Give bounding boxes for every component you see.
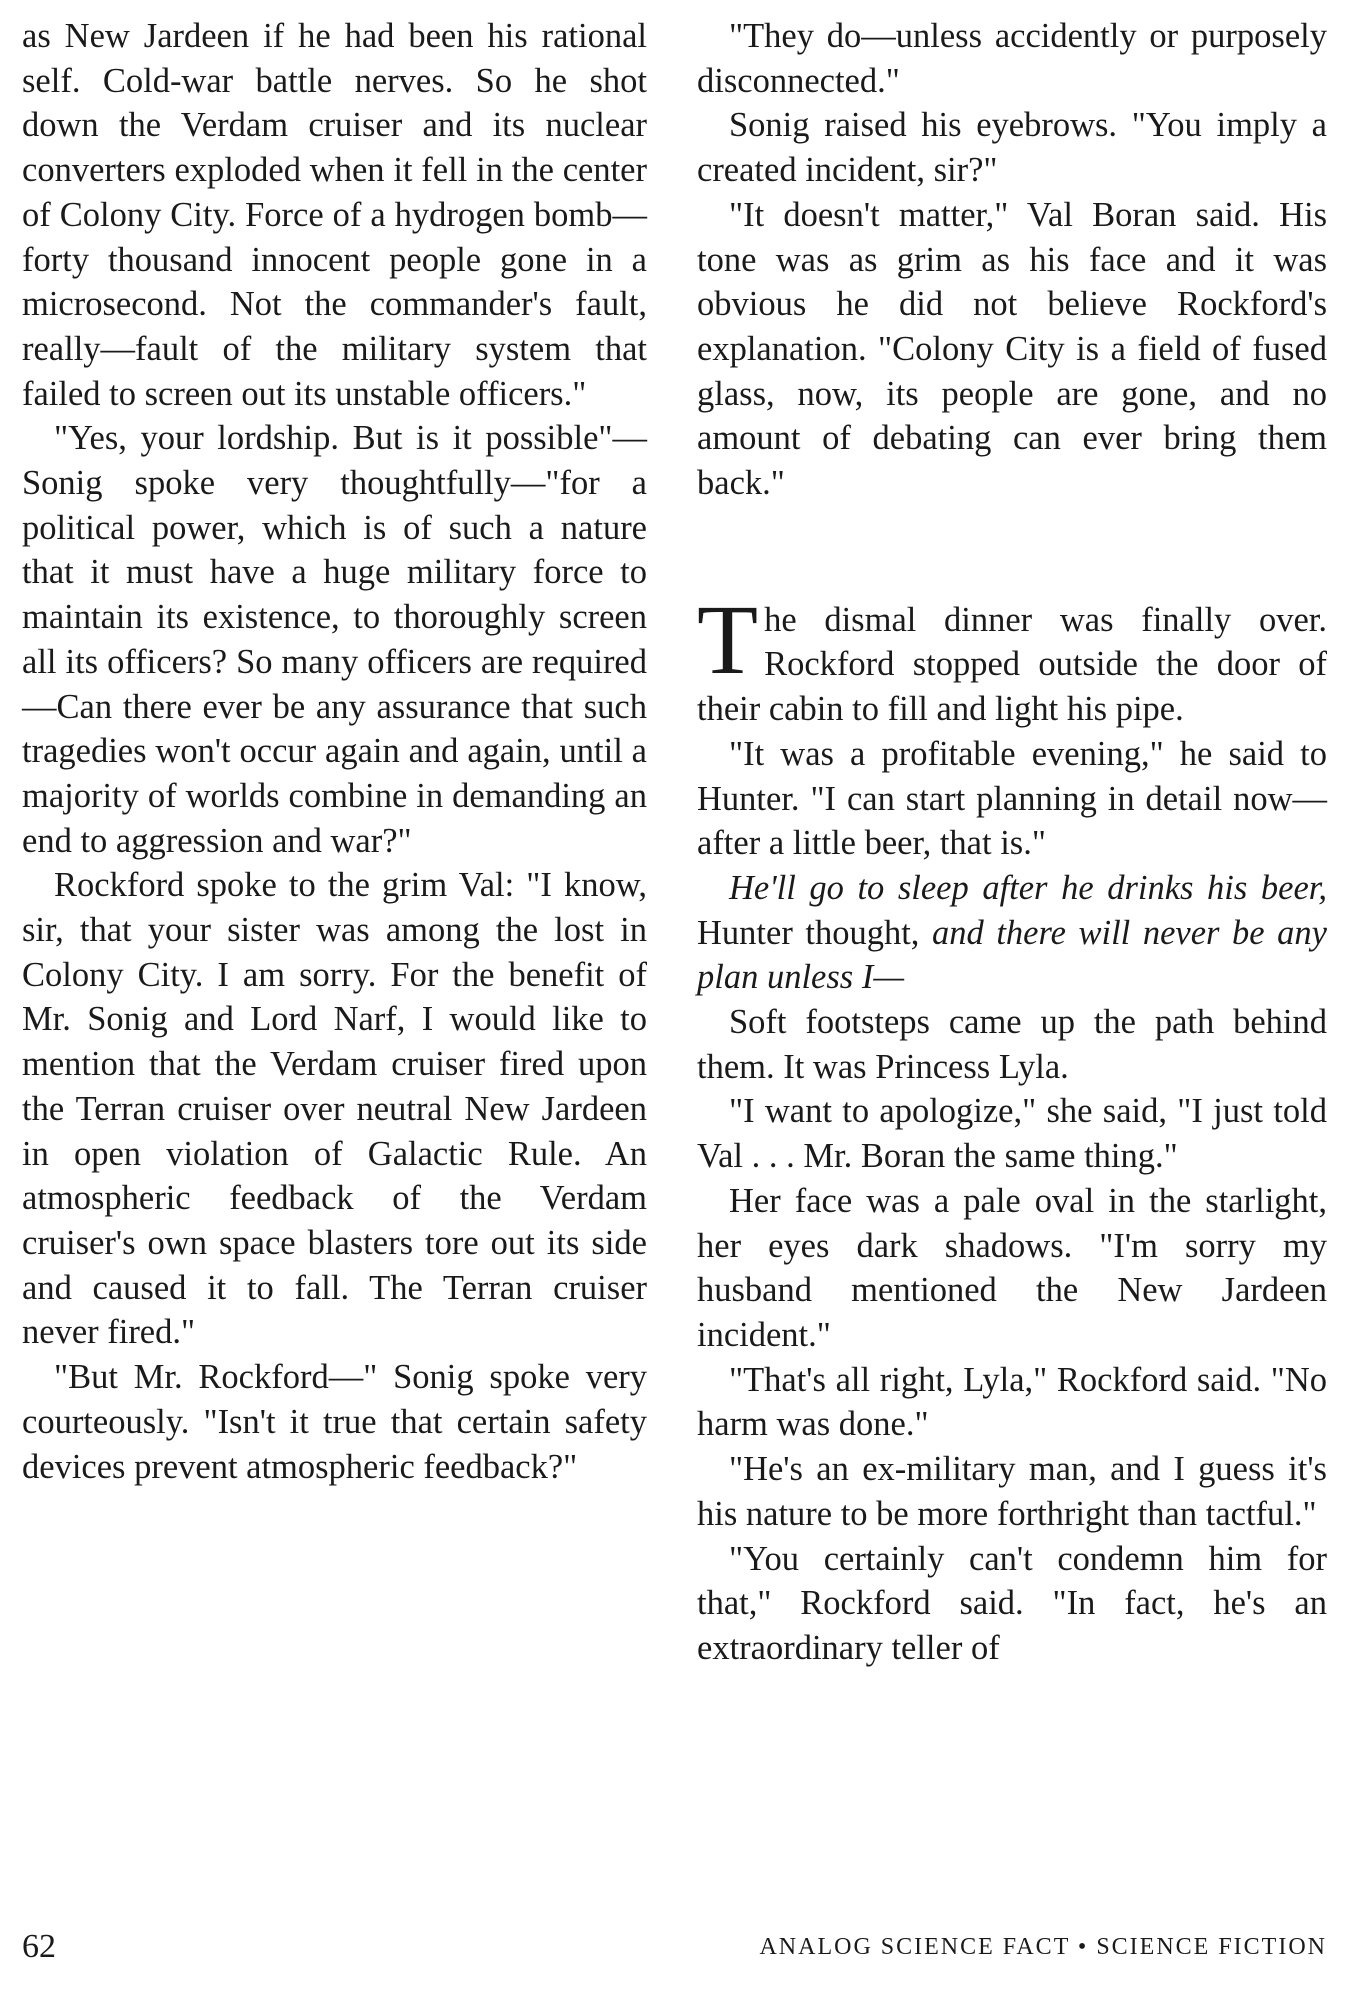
italic-thought: He'll go to sleep after he drinks his beer, [729, 868, 1327, 907]
paragraph: "He's an ex-military man, and I guess it's his nature to be more forthright than tactful." [697, 1450, 1327, 1533]
paragraph: as New Jardeen if he had been his rational self. Cold-war battle nerves. So he shot down the Verdam cruiser and its nuclear converters exploded when it fell in the center of Colony City. Force of a hydrogen bomb—forty thousand innocent people gone in a microsecond. Not the commander's fault, really—fault of the military system that failed to screen out its unstable officers." [22, 17, 647, 413]
paragraph: "It doesn't matter," Val Boran said. His tone was as grim as his face and it was obvious he did not believe Rockford's explanation. "Colony City is a field of fused glass, now, its people are gone, and no amount of debating can ever bring them back." [697, 195, 1327, 503]
right-column [697, 14, 1327, 1671]
left-column [22, 14, 647, 1489]
page-footer [22, 1928, 1327, 1972]
thought-paragraph [697, 866, 1327, 1000]
paragraph: "But Mr. Rockford—" Sonig spoke very courteously. "Isn't it true that certain safety devices prevent atmospheric feedback?" [22, 1358, 647, 1486]
paragraph: "I want to apologize," she said, "I just told Val . . . Mr. Boran the same thing." [697, 1092, 1327, 1176]
paragraph: "They do—unless accidently or purposely disconnected." [697, 17, 1327, 100]
paragraph: "Yes, your lordship. But is it possible"—Sonig spoke very thoughtfully—"for a political power, which is of such a nature that it must have a huge military force to maintain its existence, to thoroughly screen all its officers? So many officers are required—Can there ever be any assurance that such tragedies won't occur again and again, until a majority of worlds combine in demanding an end to aggression and war?" [22, 419, 647, 860]
thought-attribution: Hunter thought, [697, 913, 932, 952]
paragraph: Her face was a pale oval in the starlight, her eyes dark shadows. "I'm sorry my husband mentioned the New Jardeen incident." [697, 1181, 1327, 1354]
italic-thought: and there will never be any plan unless I— [697, 913, 1327, 997]
paragraph: "It was a profitable evening," he said to Hunter. "I can start planning in detail now—after a little beer, that is." [697, 734, 1327, 863]
paragraph: "That's all right, Lyla," Rockford said. "No harm was done." [697, 1360, 1327, 1444]
paragraph: Soft footsteps came up the path behind them. It was Princess Lyla. [697, 1003, 1327, 1086]
magazine-title: ANALOG SCIENCE FACT • SCIENCE FICTION [759, 1934, 1327, 1960]
section-start-paragraph: The dismal dinner was finally over. Rockford stopped outside the door of their cabin to fill and light his pipe. [697, 583, 1327, 729]
paragraph: Rockford spoke to the grim Val: "I know, sir, that your sister was among the lost in Colony City. I am sorry. For the benefit of Mr. Sonig and Lord Narf, I would like to mention that the Verdam cruiser fired upon the Terran cruiser over neutral New Jardeen in open violation of Galactic Rule. An atmospheric feedback of the Verdam cruiser's own space blasters tore out its side and caused it to fall. The Terran cruiser never fired." [22, 866, 647, 1352]
paragraph: Sonig raised his eyebrows. "You imply a created incident, sir?" [697, 106, 1327, 190]
page-number: 62 [22, 1928, 56, 1965]
paragraph: "You certainly can't condemn him for that," Rockford said. "In fact, he's an extraordinary teller of [697, 1539, 1327, 1667]
